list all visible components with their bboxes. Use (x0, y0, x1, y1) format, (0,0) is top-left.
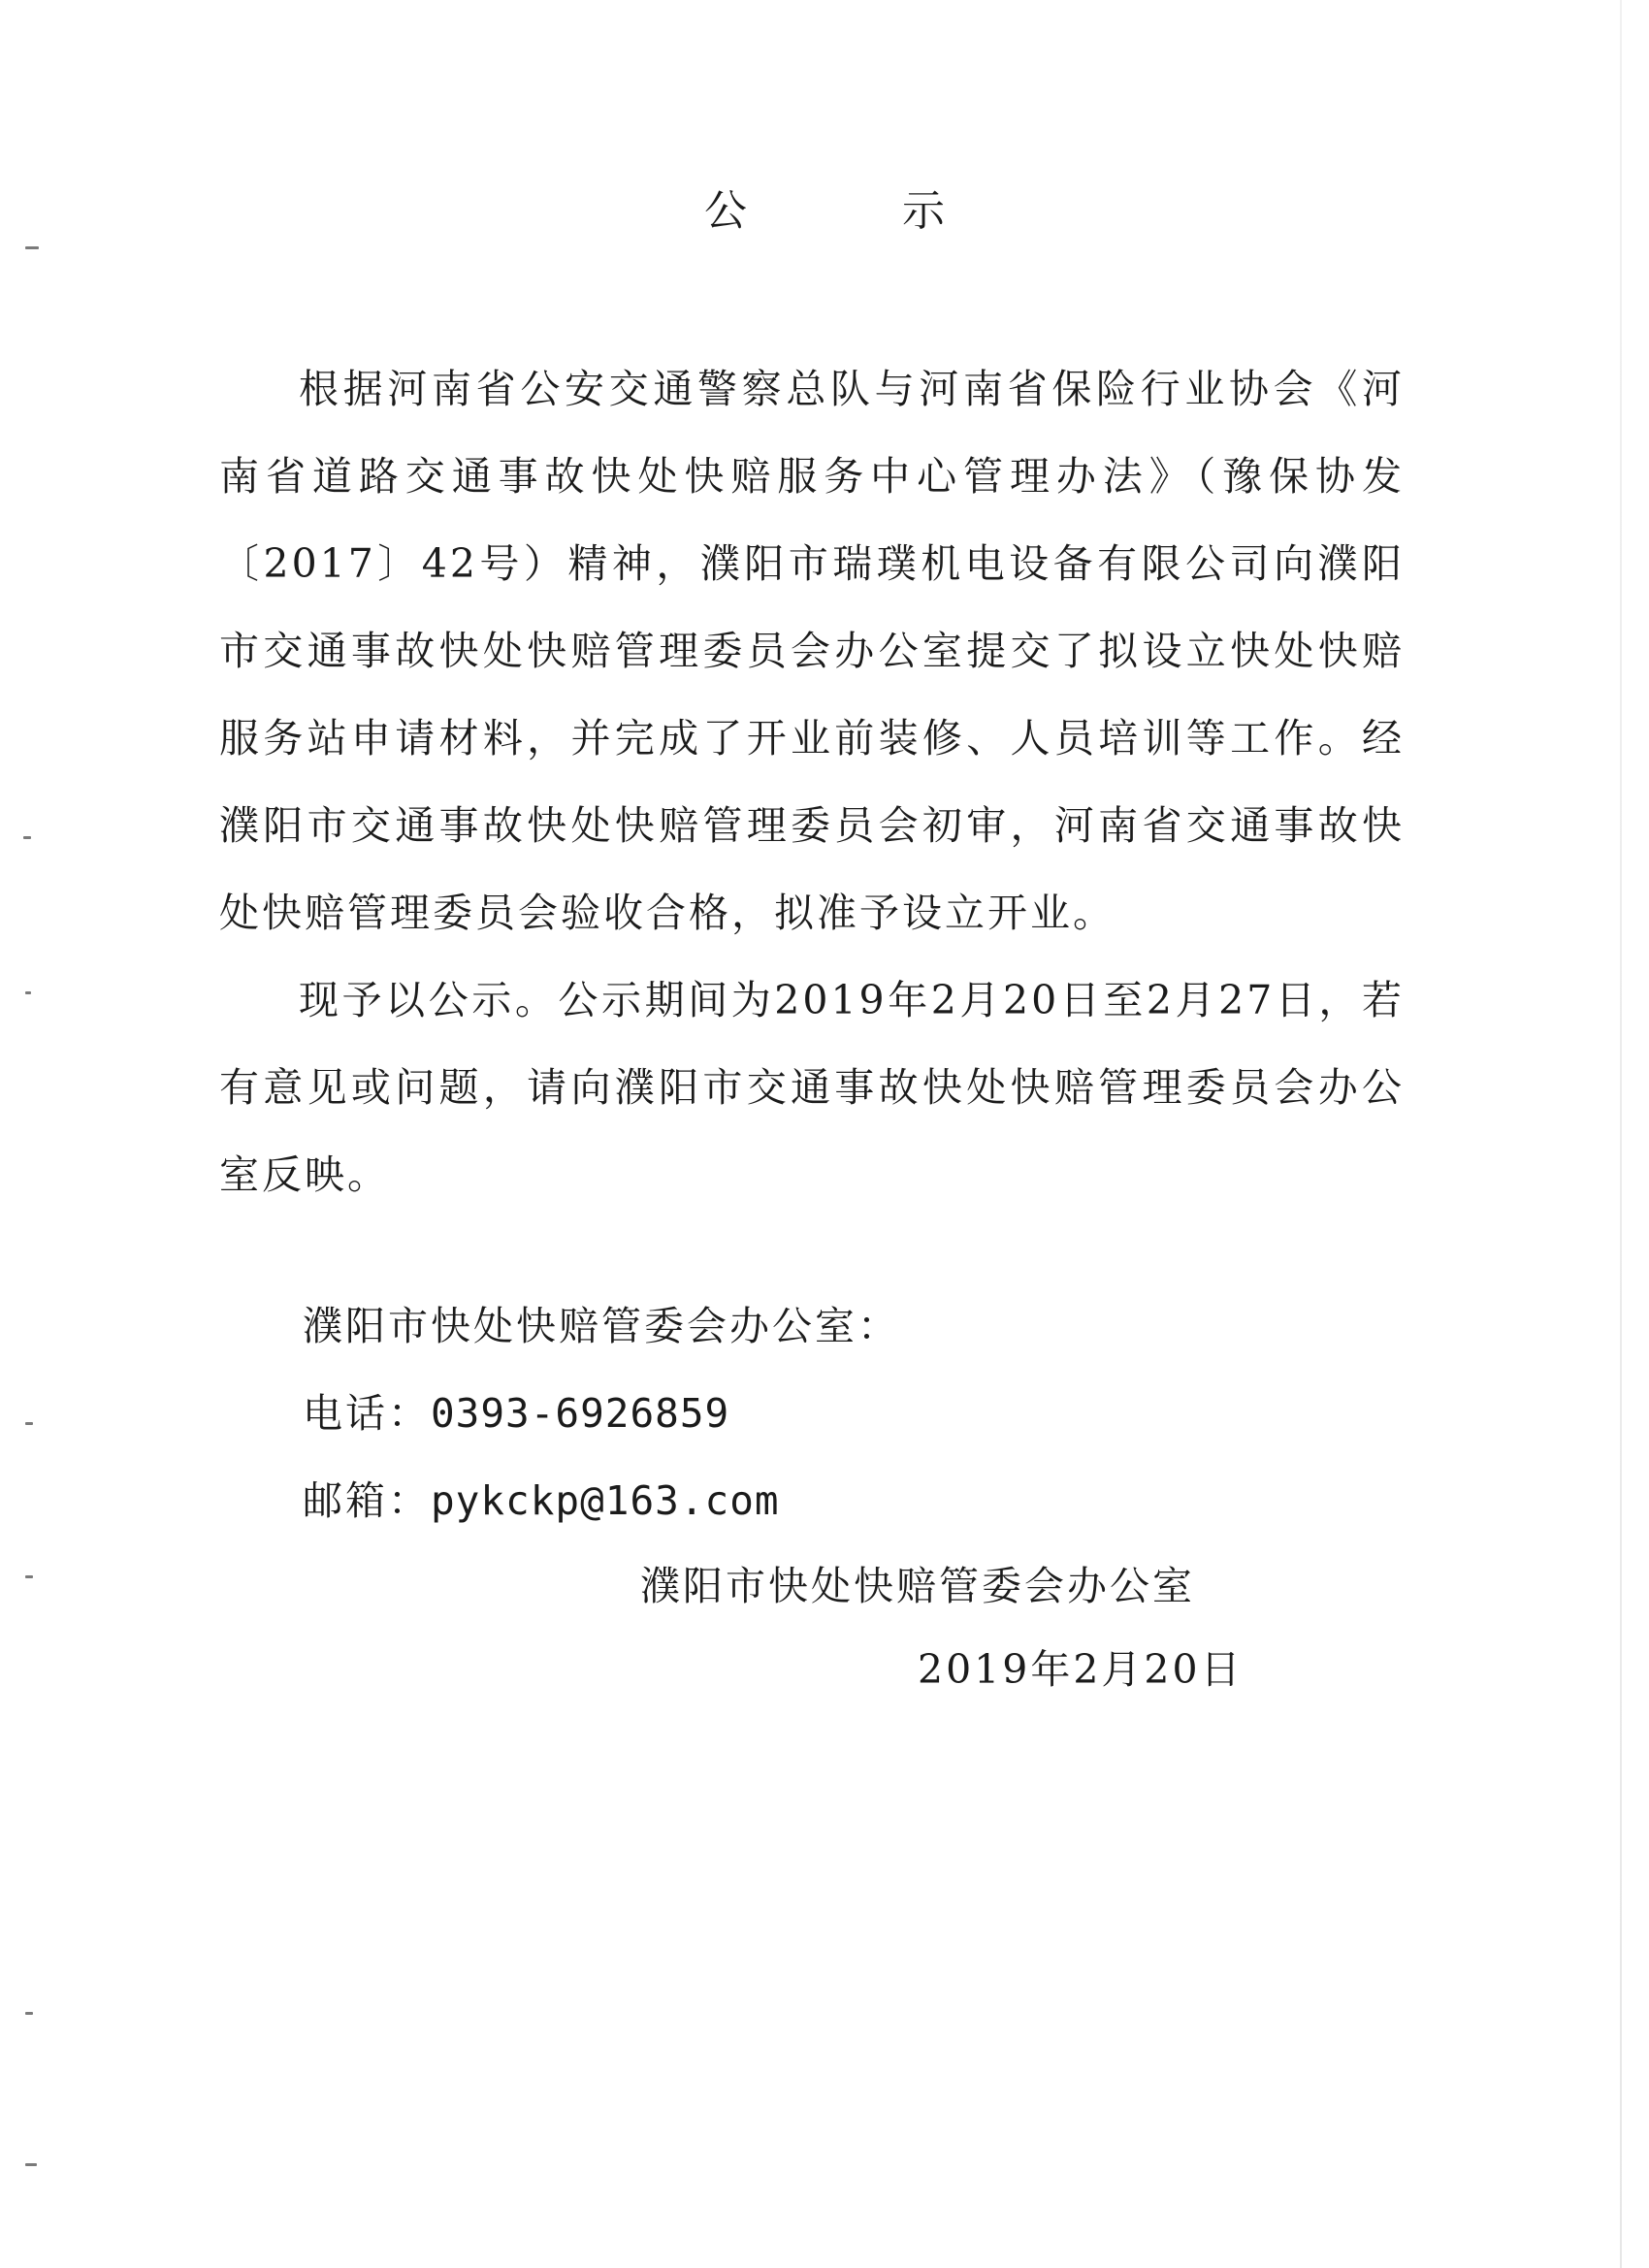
contact-office: 濮阳市快处快赔管委会办公室： (303, 1303, 900, 1349)
phone-label: 电话： (303, 1390, 431, 1437)
scan-speck (23, 836, 31, 839)
scan-speck (25, 991, 31, 994)
email-label: 邮箱： (303, 1477, 431, 1524)
signature-organization: 濮阳市快处快赔管委会办公室 (640, 1563, 1195, 1609)
contact-phone-line (303, 1370, 900, 1457)
email-address: pykckp@163.com (431, 1477, 780, 1524)
body-paragraph: 现予以公示。公示期间为2019年2月20日至2月27日，若有意见或问题，请向濮阳市交通事故快处快赔管理委员会办公室反映。 (219, 977, 1405, 1198)
document-body (219, 345, 1405, 1218)
scan-speck (25, 2012, 33, 2015)
title-char: 示 (902, 186, 947, 236)
phone-number: 0393-6926859 (431, 1390, 730, 1437)
scan-speck (25, 2163, 37, 2166)
scan-edge-line (1620, 0, 1622, 2268)
scan-speck (25, 246, 39, 249)
body-paragraph: 根据河南省公安交通警察总队与河南省保险行业协会《河南省道路交通事故快处快赔服务中心管理办法》（豫保协发〔2017〕42号）精神，濮阳市瑞璞机电设备有限公司向濮阳市交通事故快处快赔管理委员会办公室提交了拟设立快处快赔服务站申请材料，并完成了开业前装修、人员培训等工作。经濮阳市交通事故快处快赔管理委员会初审，河南省交通事故快处快赔管理委员会验收合格，拟准予设立开业。 (219, 366, 1405, 936)
signature-date: 2019年2月20日 (918, 1646, 1244, 1693)
scan-speck (25, 1575, 33, 1578)
contact-block (303, 1282, 900, 1544)
contact-email-line (303, 1457, 900, 1544)
document-title (0, 182, 1649, 241)
title-char: 公 (704, 186, 749, 236)
scan-speck (25, 1422, 33, 1425)
